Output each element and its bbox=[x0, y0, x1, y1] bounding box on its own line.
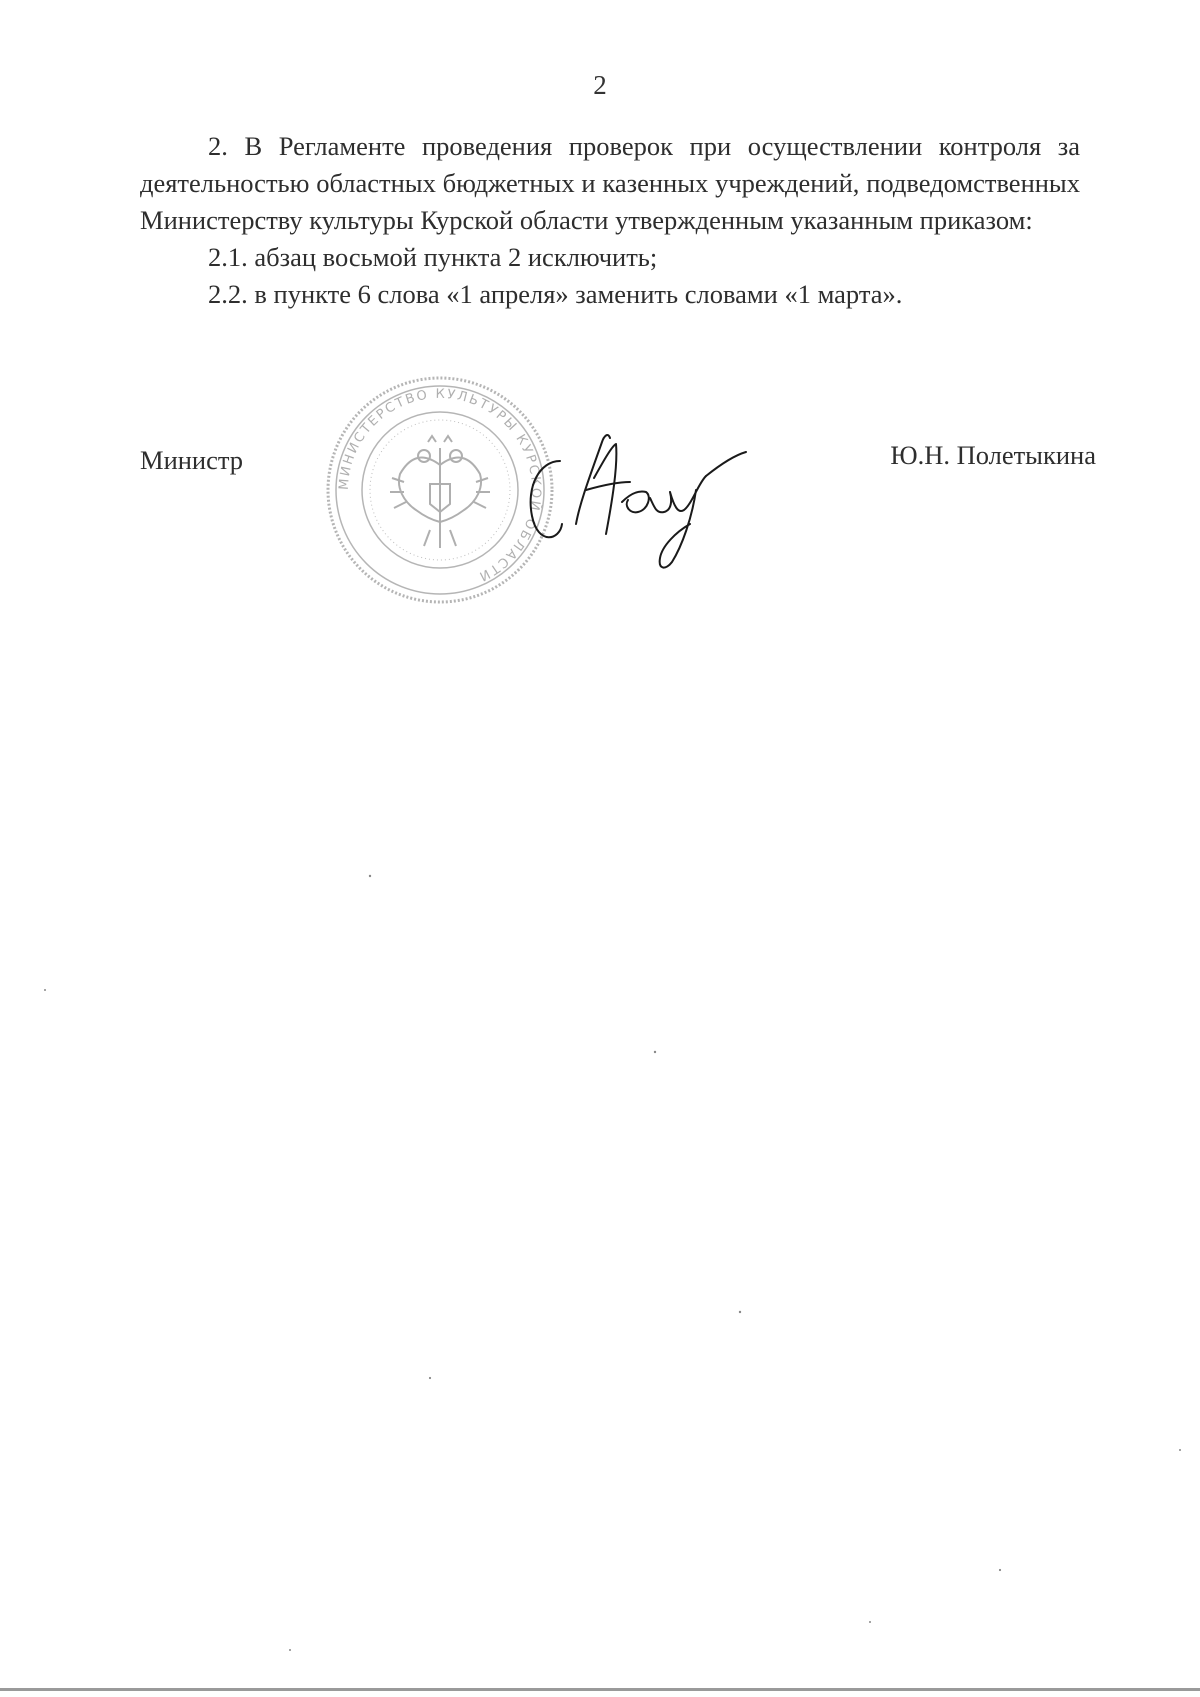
signer-name: Ю.Н. Полетыкина bbox=[890, 440, 1096, 470]
document-body bbox=[140, 128, 1080, 313]
eagle-emblem-icon bbox=[390, 436, 490, 548]
signer-title: Министр bbox=[140, 445, 244, 475]
paragraph-2-2: 2.2. в пункте 6 слова «1 апреля» заменить словами «1 марта». bbox=[208, 279, 903, 309]
handwritten-signature bbox=[520, 406, 750, 586]
signature-block bbox=[0, 370, 1200, 630]
seal-text: МИНИСТЕРСТВО КУЛЬТУРЫ КУРСКОЙ ОБЛАСТИ bbox=[336, 386, 544, 585]
page-number: 2 bbox=[593, 70, 607, 100]
paragraph-2-1: 2.1. абзац восьмой пункта 2 исключить; bbox=[208, 242, 658, 272]
scan-bottom-edge bbox=[0, 1688, 1200, 1691]
paragraph-2: 2. В Регламенте проведения проверок при осуществлении контроля за деятельностью областных бюджетных и казенных учреждений, подведомственных Министерству культуры Курской области утвержденным указанным приказом: bbox=[140, 131, 1080, 235]
